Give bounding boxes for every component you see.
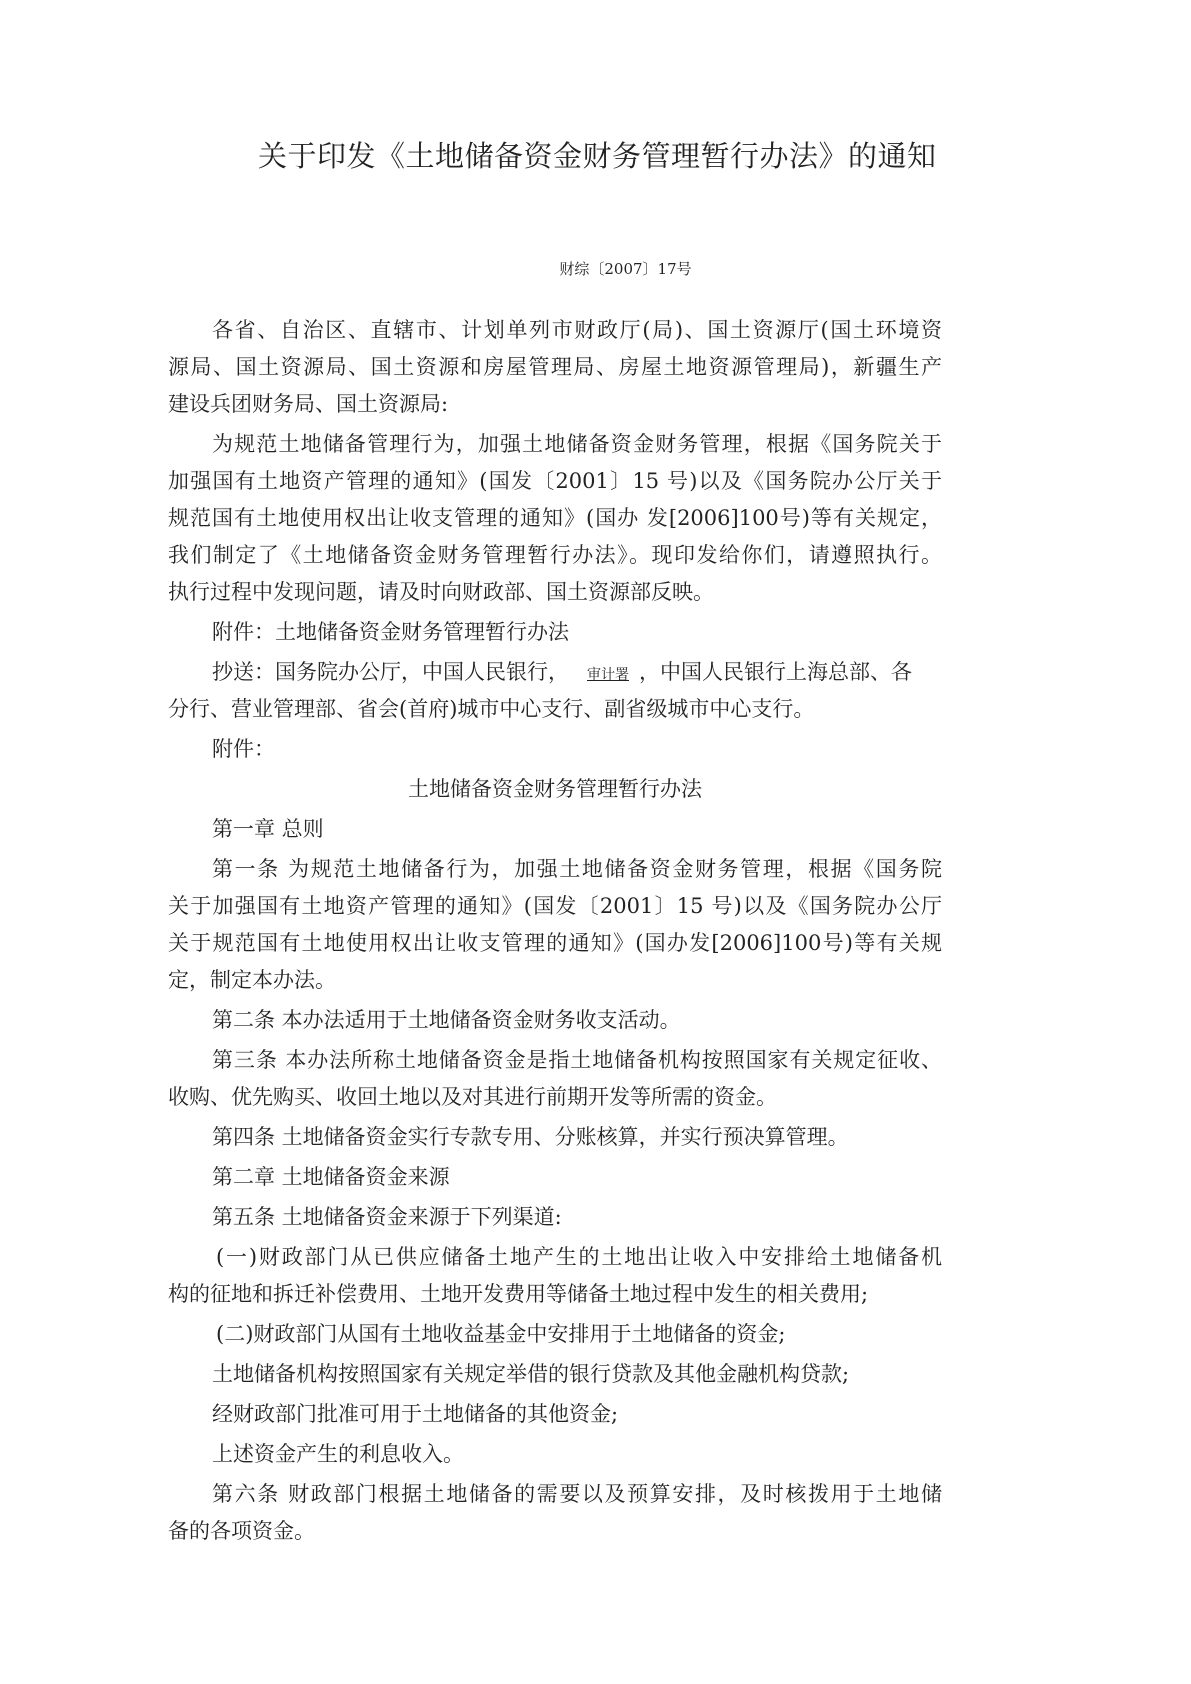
underlined-text: 审计署	[587, 667, 629, 683]
text-line: 上述资金产生的利息收入。	[212, 1442, 464, 1466]
text-span: 抄送：国务院办公厅，中国人民银行，	[212, 660, 569, 684]
text-line: 第六条 财政部门根据土地储备的需要以及预算安排，及时核拨用于土地储	[212, 1482, 942, 1506]
text-line: 第三条 本办法所称土地储备资金是指土地储备机构按照国家有关规定征收、	[212, 1048, 942, 1072]
paragraph	[168, 1396, 942, 1433]
paragraph	[168, 1356, 942, 1393]
text-line: 备的各项资金。	[168, 1519, 315, 1543]
text-line: 加强国有土地资产管理的通知》(国发〔2001〕15 号)以及《国务院办公厅关于	[168, 469, 942, 493]
text-span: ，中国人民银行上海总部、各	[639, 660, 912, 684]
paragraph	[168, 614, 942, 651]
text-line: 第二条 本办法适用于土地储备资金财务收支活动。	[212, 1008, 681, 1032]
text-line: 收购、优先购买、收回土地以及对其进行前期开发等所需的资金。	[168, 1085, 777, 1109]
text-line: 附件：	[212, 737, 275, 761]
text-line: 规范国有土地使用权出让收支管理的通知》(国办 发[2006]100号)等有关规定，	[168, 506, 942, 530]
text-line: (一)财政部门从已供应储备土地产生的土地出让收入中安排给土地储备机	[216, 1245, 942, 1269]
paragraph	[168, 1316, 942, 1353]
text-line: 第五条 土地储备资金来源于下列渠道:	[212, 1205, 562, 1229]
paragraph	[168, 312, 942, 423]
text-line: 执行过程中发现问题，请及时向财政部、国土资源部反映。	[168, 580, 714, 604]
document-title: 关于印发《土地储备资金财务管理暂行办法》的通知	[258, 139, 937, 173]
text-line: 分行、营业管理部、省会(首府)城市中心支行、副省级城市中心支行。	[168, 697, 815, 721]
text-line: 我们制定了《土地储备资金财务管理暂行办法》。现印发给你们，请遵照执行。	[168, 543, 942, 567]
text-line: 定，制定本办法。	[168, 968, 336, 992]
text-line: (二)财政部门从国有土地收益基金中安排用于土地储备的资金;	[216, 1322, 786, 1346]
document-number: 财综〔2007〕17号	[559, 260, 692, 278]
text-line: 构的征地和拆迁补偿费用、土地开发费用等储备土地过程中发生的相关费用;	[168, 1282, 869, 1306]
text-line: 为规范土地储备管理行为，加强土地储备资金财务管理，根据《国务院关于	[212, 432, 942, 456]
text-line: 源局、国土资源局、国土资源和房屋管理局、房屋土地资源管理局)，新疆生产	[168, 355, 942, 379]
paragraph	[168, 1119, 942, 1156]
text-line: 土地储备机构按照国家有关规定举借的银行贷款及其他金融机构贷款;	[212, 1362, 850, 1386]
text-line: 附件：土地储备资金财务管理暂行办法	[212, 620, 569, 644]
text-line: 第一章 总则	[212, 817, 324, 841]
text-line: 建设兵团财务局、国土资源局:	[168, 392, 449, 416]
section-title: 土地储备资金财务管理暂行办法	[408, 777, 702, 801]
paragraph	[168, 771, 942, 808]
paragraph	[168, 1476, 942, 1550]
document-body	[168, 312, 942, 1553]
paragraph	[168, 1239, 942, 1313]
text-line	[168, 654, 942, 691]
paragraph	[168, 851, 942, 999]
text-line: 第一条 为规范土地储备行为，加强土地储备资金财务管理，根据《国务院	[212, 857, 942, 881]
paragraph	[168, 426, 942, 611]
text-line: 关于加强国有土地资产管理的通知》(国发〔2001〕15 号)以及《国务院办公厅	[168, 894, 942, 918]
text-line: 各省、自治区、直辖市、计划单列市财政厅(局)、国土资源厅(国土环境资	[212, 318, 942, 342]
paragraph	[168, 1159, 942, 1196]
paragraph	[168, 731, 942, 768]
paragraph	[168, 1002, 942, 1039]
paragraph	[168, 654, 942, 728]
text-line: 第四条 土地储备资金实行专款专用、分账核算，并实行预决算管理。	[212, 1125, 849, 1149]
text-line: 第二章 土地储备资金来源	[212, 1165, 450, 1189]
paragraph	[168, 1436, 942, 1473]
paragraph	[168, 1042, 942, 1116]
paragraph	[168, 1199, 942, 1236]
text-line: 关于规范国有土地使用权出让收支管理的通知》(国办发[2006]100号)等有关规	[168, 931, 942, 955]
text-line: 经财政部门批准可用于土地储备的其他资金;	[212, 1402, 619, 1426]
paragraph	[168, 811, 942, 848]
